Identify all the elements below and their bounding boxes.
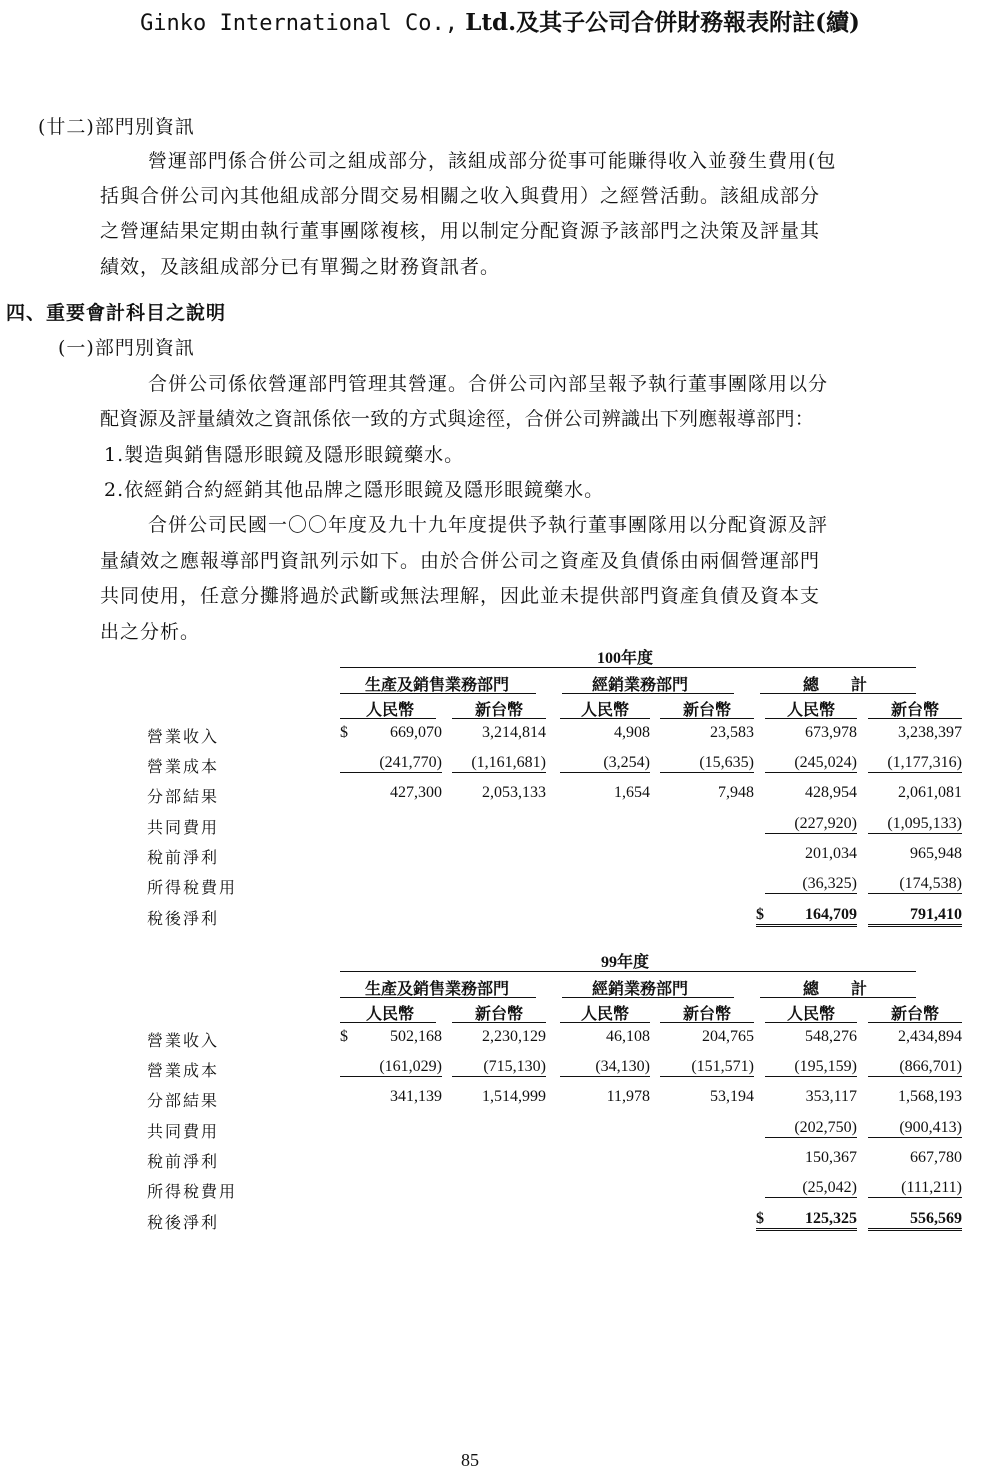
table-cell: (161,029) (340, 1058, 442, 1077)
currency-header: 新台幣 (474, 1006, 523, 1023)
section-22-line-3: 之營運結果定期由執行董事團隊複核，用以制定分配資源予該部門之決策及評量其 (100, 220, 821, 242)
table-year-title: 99年度 (600, 954, 649, 971)
table-cell: 2,434,894 (898, 1028, 962, 1045)
table-cell: (174,538) (868, 875, 962, 894)
table-cell: (1,161,681) (452, 754, 546, 773)
segment-item-2: 2.依經銷合約經銷其他品牌之隱形眼鏡及隱形眼鏡藥水。 (104, 479, 605, 501)
row-label: 分部結果 (147, 1091, 220, 1110)
currency-header: 人民幣 (580, 702, 629, 719)
group-header-total: 總 計 (802, 677, 867, 694)
row-label: 稅前淨利 (147, 1152, 220, 1171)
group-header-distribution: 經銷業務部門 (591, 677, 688, 694)
table-cell: 791,410 (868, 906, 962, 927)
table-cell: 23,583 (710, 724, 754, 741)
table-cell: 1,514,999 (482, 1088, 546, 1105)
section-4-title: 四、重要會計科目之說明 (6, 302, 227, 324)
table-cell: (227,920) (765, 815, 857, 834)
table-cell: (1,095,133) (868, 815, 962, 834)
currency-header: 新台幣 (474, 702, 523, 719)
section-4-para2-line-4: 出之分析。 (100, 621, 201, 643)
table-cell: 3,238,397 (898, 724, 962, 741)
section-4-para1-line-2: 配資源及評量績效之資訊係依一致的方式與途徑，合併公司辨識出下列應報導部門： (100, 408, 815, 430)
table-cell: 2,053,133 (482, 784, 546, 801)
table-cell: 46,108 (606, 1028, 650, 1045)
section-22-line-4: 績效，及該組成部分已有單獨之財務資訊者。 (100, 256, 501, 278)
currency-header: 人民幣 (786, 1006, 835, 1023)
table-cell: (151,571) (660, 1058, 754, 1077)
row-label: 稅前淨利 (147, 848, 220, 867)
table-cell: 204,765 (702, 1028, 754, 1045)
table-cell: (241,770) (340, 754, 442, 773)
table-cell: 341,139 (390, 1088, 442, 1105)
table-cell: 2,061,081 (898, 784, 962, 801)
table-cell: (195,159) (765, 1058, 857, 1077)
table-cell: (15,635) (660, 754, 754, 773)
currency-header: 人民幣 (580, 1006, 629, 1023)
group-header-distribution: 經銷業務部門 (591, 981, 688, 998)
row-label: 共同費用 (147, 818, 220, 837)
row-label: 分部結果 (147, 787, 220, 806)
section-4-para2-line-3: 共同使用，任意分攤將過於武斷或無法理解，因此並未提供部門資產負債及資本支 (100, 585, 821, 607)
table-cell: 11,978 (606, 1088, 650, 1105)
table-cell: 4,908 (614, 724, 650, 741)
row-label: 所得稅費用 (147, 878, 238, 897)
table-cell: 965,948 (910, 845, 962, 862)
table-cell: (3,254) (560, 754, 650, 773)
page-number: 85 (461, 1450, 479, 1470)
table-cell: 3,214,814 (482, 724, 546, 741)
table-cell: (111,211) (868, 1179, 962, 1198)
section-22-title: (廿二)部門別資訊 (38, 116, 195, 138)
row-label: 營業收入 (147, 727, 220, 746)
currency-header: 新台幣 (682, 702, 731, 719)
row-label: 營業收入 (147, 1031, 220, 1050)
table-cell: (866,701) (868, 1058, 962, 1077)
dollar-sign: $ (756, 1210, 764, 1227)
table-cell: (1,177,316) (868, 754, 962, 773)
table-cell: 1,654 (614, 784, 650, 801)
row-label: 所得稅費用 (147, 1182, 238, 1201)
currency-header: 人民幣 (786, 702, 835, 719)
table-cell: 556,569 (868, 1210, 962, 1231)
section-22-line-2: 括與合併公司內其他組成部分間交易相關之收入與費用）之經營活動。該組成部分 (100, 185, 821, 207)
table-cell: 548,276 (805, 1028, 857, 1045)
row-label: 營業成本 (147, 757, 220, 776)
currency-header: 新台幣 (890, 702, 939, 719)
table-cell: 428,954 (805, 784, 857, 801)
table-cell: (715,130) (452, 1058, 546, 1077)
currency-header: 新台幣 (682, 1006, 731, 1023)
header-company-en: Ginko International Co., (140, 11, 458, 36)
table-cell: 502,168 (390, 1028, 442, 1045)
row-label: 共同費用 (147, 1122, 220, 1141)
table-cell: 1,568,193 (898, 1088, 962, 1105)
section-4-para1-line-1: 合併公司係依營運部門管理其營運。合併公司內部呈報予執行董事團隊用以分 (148, 373, 829, 395)
row-label: 營業成本 (147, 1061, 220, 1080)
table-cell: 2,230,129 (482, 1028, 546, 1045)
table-cell: 667,780 (910, 1149, 962, 1166)
section-4-para2-line-1: 合併公司民國一〇〇年度及九十九年度提供予執行董事團隊用以分配資源及評 (148, 514, 829, 536)
segment-item-1: 1.製造與銷售隱形眼鏡及隱形眼鏡藥水。 (104, 444, 465, 466)
table-cell: (25,042) (765, 1179, 857, 1198)
table-cell: (202,750) (765, 1119, 857, 1138)
table-cell: 427,300 (390, 784, 442, 801)
table-cell: 201,034 (805, 845, 857, 862)
table-cell: (36,325) (765, 875, 857, 894)
section-4-subtitle: (一)部門別資訊 (58, 337, 195, 359)
group-header-manufacturing: 生產及銷售業務部門 (364, 981, 509, 998)
section-4-para2-line-2: 量績效之應報導部門資訊列示如下。由於合併公司之資產及負債係由兩個營運部門 (100, 550, 821, 572)
currency-header: 人民幣 (365, 702, 414, 719)
dollar-sign: $ (340, 1028, 348, 1045)
table-cell: 673,978 (805, 724, 857, 741)
page-header (0, 4, 1000, 37)
table-cell: 125,325 (756, 1210, 857, 1231)
dollar-sign: $ (340, 724, 348, 741)
table-year-title: 100年度 (596, 650, 653, 667)
table-cell: 53,194 (710, 1088, 754, 1105)
group-header-total: 總 計 (802, 981, 867, 998)
table-cell: 150,367 (805, 1149, 857, 1166)
row-label: 稅後淨利 (147, 1213, 220, 1232)
section-22-line-1: 營運部門係合併公司之組成部分，該組成部分從事可能賺得收入並發生費用(包 (148, 150, 837, 172)
table-cell: (245,024) (765, 754, 857, 773)
dollar-sign: $ (756, 906, 764, 923)
group-header-manufacturing: 生產及銷售業務部門 (364, 677, 509, 694)
currency-header: 人民幣 (365, 1006, 414, 1023)
table-cell: 669,070 (390, 724, 442, 741)
table-cell: (34,130) (560, 1058, 650, 1077)
table-cell: (900,413) (868, 1119, 962, 1138)
table-cell: 164,709 (756, 906, 857, 927)
header-company-tail: Ltd.及其子公司合併財務報表附註(續) (465, 9, 860, 36)
table-cell: 353,117 (805, 1088, 857, 1105)
currency-header: 新台幣 (890, 1006, 939, 1023)
table-cell: 7,948 (718, 784, 754, 801)
row-label: 稅後淨利 (147, 909, 220, 928)
